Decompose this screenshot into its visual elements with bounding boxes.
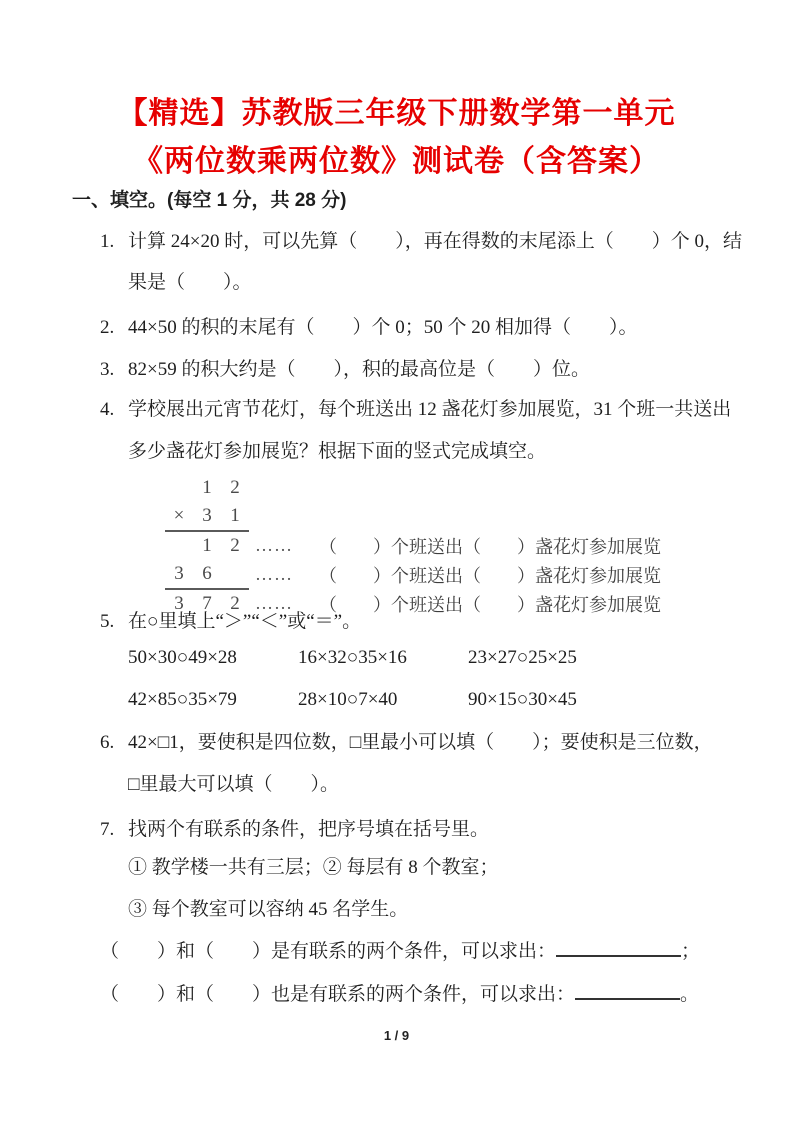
digit-cell: 1: [230, 504, 240, 526]
mult-row-partial-2: [165, 560, 725, 589]
mult-row-multiplier: [165, 502, 725, 531]
digit-cell: 1: [202, 534, 212, 556]
digit-cell: 7: [202, 592, 212, 614]
question-6-number: 6.: [100, 732, 115, 753]
question-5-text: 在○里填上“＞”“＜”或“＝”。: [128, 611, 362, 632]
question-2-text: 44×50 的积的末尾有（ ）个 0；50 个 20 相加得（ ）。: [128, 317, 638, 338]
question-7-line-1: [100, 815, 489, 845]
question-1-number: 1.: [100, 231, 115, 252]
digit-cell: 1: [202, 476, 212, 498]
compare-expression: 28×10○7×40: [298, 689, 398, 710]
question-1-line-1: [100, 227, 742, 257]
question-3-text: 82×59 的积大约是（ ），积的最高位是（ ）位。: [128, 359, 590, 380]
question-6-text: 42×□1，要使积是四位数，□里最小可以填（ ）；要使积是三位数，: [128, 732, 713, 753]
question-5-expr-row-2: [128, 685, 638, 715]
page-number: 1 / 9: [383, 1028, 410, 1043]
partial-2-annotation: （ ）个班送出（ ）盏花灯参加展览: [319, 565, 661, 586]
compare-expression: 50×30○49×28: [128, 647, 237, 668]
question-7-fill-line-2: [100, 980, 699, 1010]
question-7-text: 找两个有联系的条件，把序号填在括号里。: [128, 819, 490, 840]
digit-cell: 2: [230, 534, 240, 556]
fill-1-punct: ；: [681, 941, 701, 962]
question-5-number: 5.: [100, 611, 115, 632]
fill-1-text: （ ）和（ ）是有联系的两个条件，可以求出：: [100, 941, 557, 962]
question-3-line-1: [100, 355, 590, 385]
question-4-text: 学校展出元宵节花灯，每个班送出 12 盏花灯参加展览，31 个班一共送出: [128, 399, 732, 420]
question-3-number: 3.: [100, 359, 115, 380]
ellipsis-dots: ……: [255, 535, 293, 555]
mult-digits-multiplicand: [165, 473, 249, 502]
product-annotation: （ ）个班送出（ ）盏花灯参加展览: [319, 594, 661, 615]
multiply-sign: ×: [173, 504, 185, 526]
answer-blank-line: [556, 953, 681, 957]
digit-cell: 2: [230, 592, 240, 614]
ellipsis-dots: ……: [255, 593, 293, 613]
compare-expression: 23×27○25×25: [468, 647, 577, 668]
question-4-line-1: [100, 395, 731, 425]
digit-cell: 3: [174, 592, 184, 614]
paper-title-line1: 【精选】苏教版三年级下册数学第一单元: [117, 97, 676, 130]
question-1-text: 计算 24×20 时，可以先算（ ），再在得数的末尾添上（ ）个 0，结: [128, 231, 742, 252]
digit-cell: 3: [202, 504, 212, 526]
mult-row-multiplicand: [165, 473, 725, 502]
digit-cell: 3: [174, 562, 184, 584]
ellipsis-dots: ……: [255, 564, 293, 584]
compare-expression: 42×85○35×79: [128, 689, 237, 710]
paper-title-line2: 《两位数乘两位数》测试卷（含答案）: [133, 145, 660, 178]
vertical-multiplication: [165, 473, 725, 618]
question-7-fill-line-1: [100, 937, 700, 967]
answer-blank-line: [575, 996, 680, 1000]
section-heading: 一、填空。(每空 1 分，共 28 分): [72, 190, 347, 211]
fill-2-text: （ ）和（ ）也是有联系的两个条件，可以求出：: [100, 984, 576, 1005]
partial-1-annotation: （ ）个班送出（ ）盏花灯参加展览: [319, 536, 661, 557]
mult-row-partial-1: [165, 531, 725, 560]
question-4-line-2: 多少盏花灯参加展览？根据下面的竖式完成填空。: [128, 441, 547, 462]
question-2-line-1: [100, 313, 637, 343]
question-7-number: 7.: [100, 819, 115, 840]
compare-expression: 90×15○30×45: [468, 689, 577, 710]
question-5-line-1: [100, 607, 361, 637]
mult-digits-partial-2: [165, 559, 249, 590]
question-4-number: 4.: [100, 399, 115, 420]
digit-cell: 6: [202, 562, 212, 584]
question-5-expr-row-1: [128, 643, 638, 673]
question-1-line-2: 果是（ ）。: [128, 272, 252, 293]
question-2-number: 2.: [100, 317, 115, 338]
fill-2-punct: 。: [680, 984, 700, 1005]
question-7-condition-2: ③ 每个教室可以容纳 45 名学生。: [128, 899, 409, 920]
compare-expression: 16×32○35×16: [298, 647, 407, 668]
paper-title: [0, 90, 793, 186]
question-6-line-2: □里最大可以填（ ）。: [128, 774, 339, 795]
question-6-line-1: [100, 728, 713, 758]
digit-cell: 2: [230, 476, 240, 498]
question-7-condition-1: ① 教学楼一共有三层；② 每层有 8 个教室；: [128, 857, 499, 878]
mult-digits-multiplier: [165, 501, 249, 532]
mult-digits-partial-1: [165, 531, 249, 560]
